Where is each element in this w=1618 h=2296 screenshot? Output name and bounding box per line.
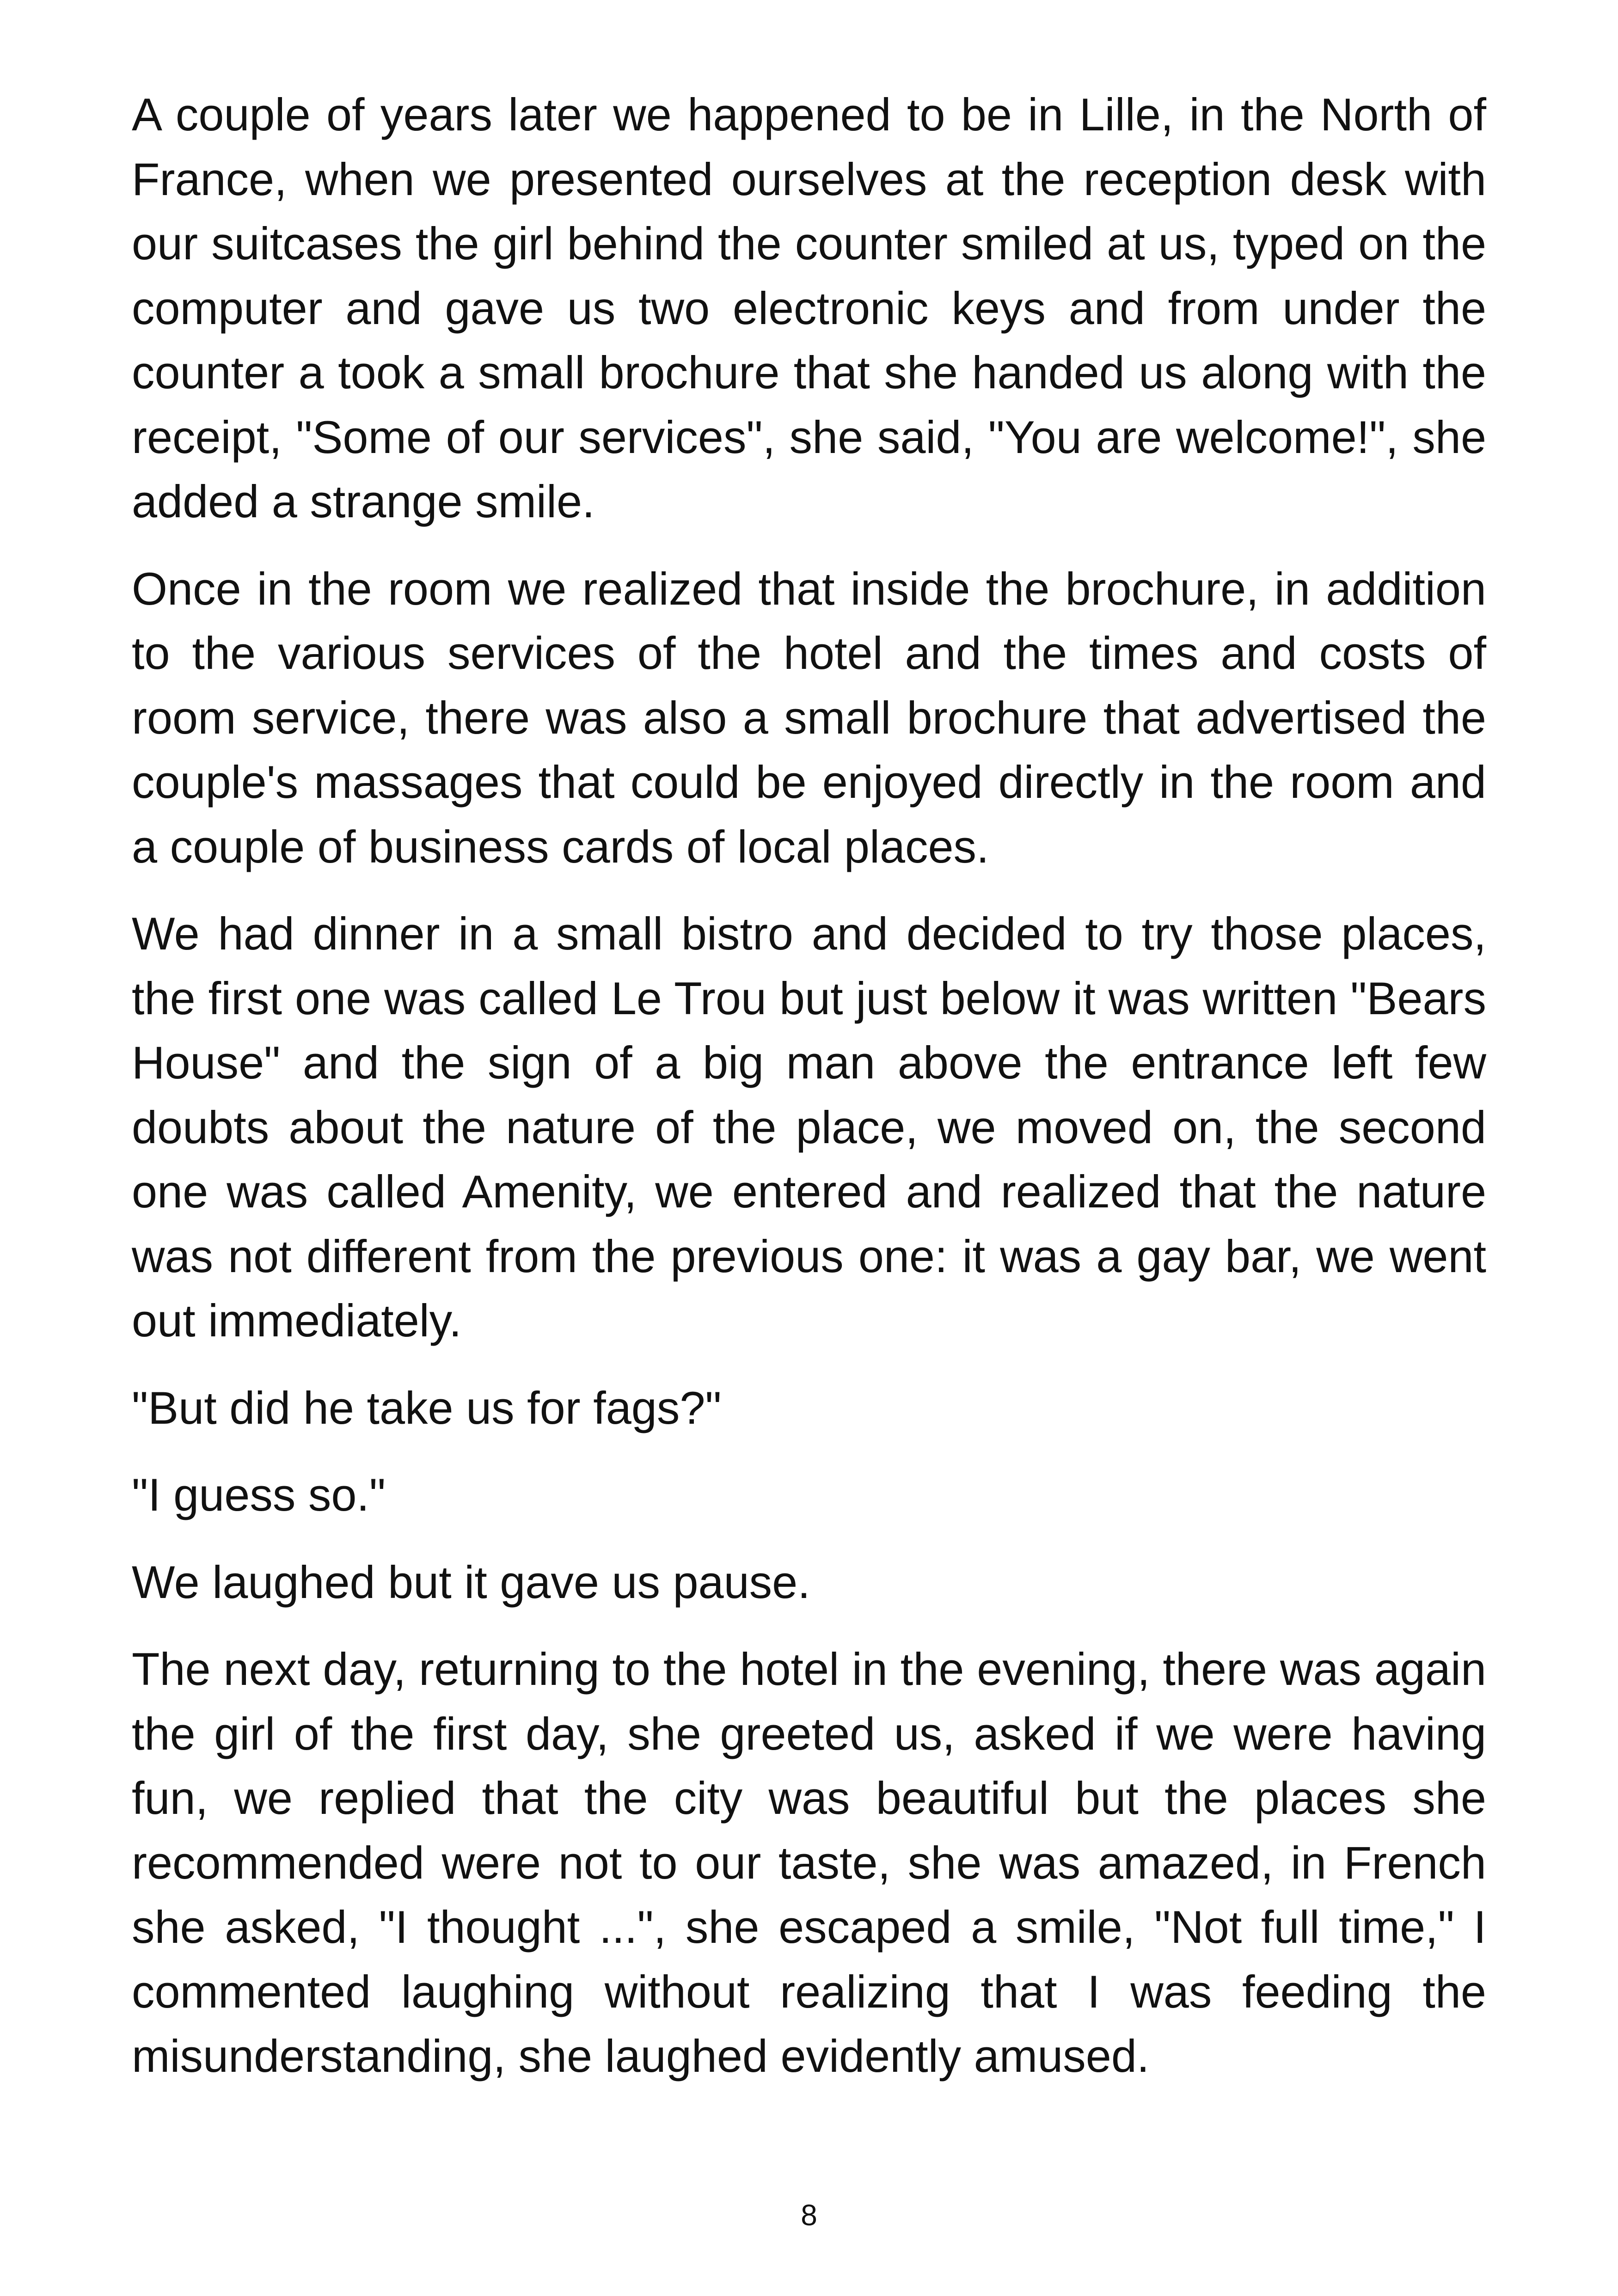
paragraph-1: A couple of years later we happened to be in Lille, in the North of France, when we presented ourselves at the reception desk with our suitcases the girl behind the counter smiled at us, typed on the computer and gave us two electronic keys and from under the counter a took a small brochure that she handed us along with the receipt, "Some of our services", she said, "You are welcome!", she added a strange smile. bbox=[132, 89, 1486, 527]
paragraph-2: Once in the room we realized that inside the brochure, in addition to the various services of the hotel and the times and costs of room service, there was also a small brochure that advertised the couple's massages that could be enjoyed directly in the room and a couple of business cards of local places. bbox=[132, 563, 1486, 872]
page-number: 8 bbox=[801, 2198, 817, 2232]
paragraph-6: We laughed but it gave us pause. bbox=[132, 1556, 810, 1608]
paragraph-5: "I guess so." bbox=[132, 1469, 386, 1520]
paragraph-7: The next day, returning to the hotel in the evening, there was again the girl of the first day, she greeted us, asked if we were having fun, we replied that the city was beautiful but the places she recommended were not to our taste, she was amazed, in French she asked, "I thought ...", she escaped a smile, "Not full time," I commented laughing without realizing that I was feeding the misunderstanding, she laughed evidently amused. bbox=[132, 1643, 1486, 2082]
paragraph-4: "But did he take us for fags?" bbox=[132, 1382, 722, 1433]
page-body bbox=[132, 82, 1486, 2088]
paragraph-3: We had dinner in a small bistro and decided to try those places, the first one was called Le Trou but just below it was written "Bears House" and the sign of a big man above the entrance left few doubts about the nature of the place, we moved on, the second one was called Amenity, we entered and realized that the nature was not different from the previous one: it was a gay bar, we went out immediately. bbox=[132, 908, 1486, 1346]
